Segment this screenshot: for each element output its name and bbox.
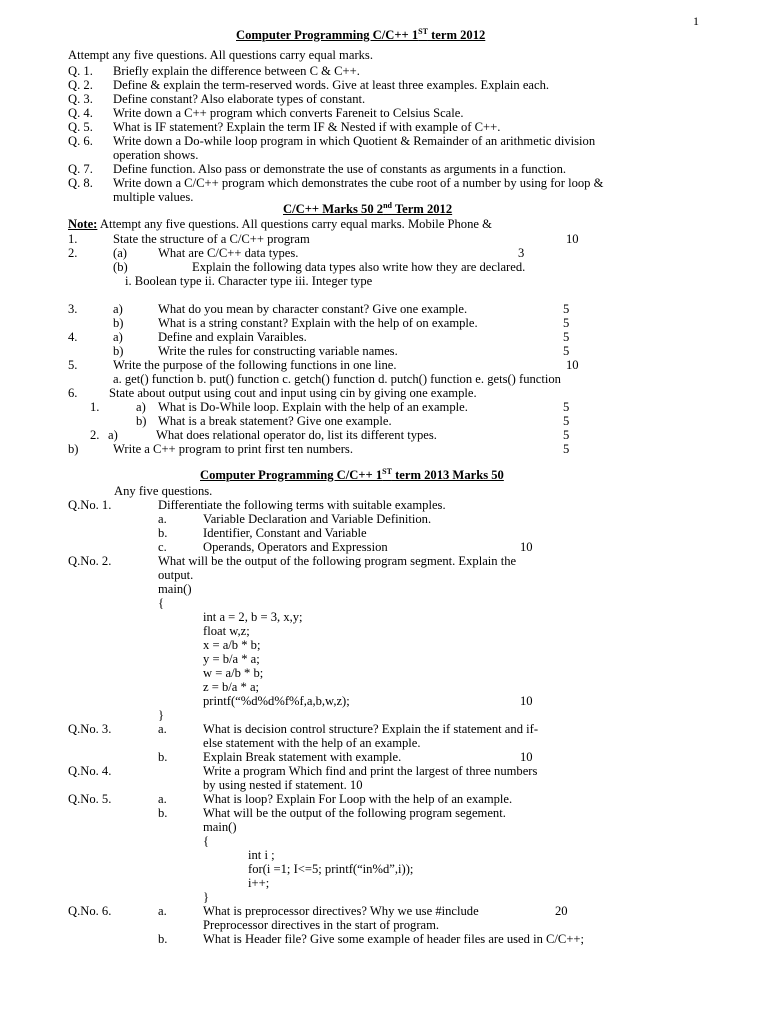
page-number: 1 bbox=[693, 14, 699, 28]
question-number: Q.No. 2. bbox=[68, 554, 112, 568]
question-text: Write down a Do-while loop program in which Quotient & Remainder of an arithmetic division bbox=[113, 134, 596, 148]
question-number: Q.No. 6. bbox=[68, 904, 112, 918]
item-text: Explain the following data types also write how they are declared. bbox=[192, 260, 526, 274]
item-number: 4. bbox=[68, 330, 78, 344]
item-marks: 10 bbox=[566, 232, 579, 246]
question-sub-label: a. bbox=[158, 722, 167, 736]
code-line: y = b/a * a; bbox=[203, 652, 260, 666]
section2-title: C/C++ Marks 50 2nd Term 2012 bbox=[283, 201, 453, 216]
item-number: 3. bbox=[68, 302, 78, 316]
code-line: main() bbox=[158, 582, 192, 596]
item-sub-label: b) bbox=[136, 414, 147, 428]
question-text: Define & explain the term-reserved words. Give at least three examples. Explain each. bbox=[113, 78, 550, 92]
code-line: x = a/b * b; bbox=[203, 638, 261, 652]
item-number: 1. bbox=[68, 232, 78, 246]
question-number: Q. 2. bbox=[68, 78, 93, 92]
item-sub-label: (a) bbox=[113, 246, 127, 260]
item-text: Define and explain Varaibles. bbox=[158, 330, 307, 344]
question-text: Explain Break statement with example. bbox=[203, 750, 402, 764]
code-line: for(i =1; I<=5; printf(“in%d”,i)); bbox=[248, 862, 414, 876]
item-marks: 5 bbox=[563, 414, 570, 428]
item-text: Write the purpose of the following functions in one line. bbox=[113, 358, 397, 372]
question-number: Q. 5. bbox=[68, 120, 93, 134]
question-text: output. bbox=[158, 568, 194, 582]
question-sub-label: b. bbox=[158, 526, 168, 540]
code-line: } bbox=[203, 890, 210, 904]
code-line: printf(“%d%d%f%f,a,b,w,z); bbox=[203, 694, 350, 708]
code-line: by using nested if statement. 10 bbox=[203, 778, 363, 792]
question-number: Q. 6. bbox=[68, 134, 93, 148]
question-text: Identifier, Constant and Variable bbox=[203, 526, 367, 540]
item-sub-label: a) bbox=[113, 302, 123, 316]
item-number: 5. bbox=[68, 358, 78, 372]
question-marks: 10 bbox=[520, 540, 533, 554]
question-text: What will be the output of the following program segement. bbox=[203, 806, 506, 820]
item-text: State about output using cout and input using cin by giving one example. bbox=[109, 386, 477, 400]
question-text: What is preprocessor directives? Why we use #include bbox=[203, 904, 479, 918]
question-sub-label: c. bbox=[158, 540, 167, 554]
question-number: Q.No. 5. bbox=[68, 792, 112, 806]
question-sub-label: b. bbox=[158, 750, 168, 764]
item-text: Write the rules for constructing variable names. bbox=[158, 344, 398, 358]
code-line: w = a/b * b; bbox=[203, 666, 264, 680]
question-number: Q. 1. bbox=[68, 64, 93, 78]
question-number: Q.No. 1. bbox=[68, 498, 112, 512]
item-marks: 5 bbox=[563, 330, 570, 344]
item-number: 2. bbox=[68, 246, 78, 260]
code-line: z = b/a * a; bbox=[203, 680, 260, 694]
section1-intro: Attempt any five questions. All questions carry equal marks. bbox=[68, 48, 373, 62]
question-number: Q. 3. bbox=[68, 92, 93, 106]
question-number: Q.No. 4. bbox=[68, 764, 112, 778]
question-number: Q. 8. bbox=[68, 176, 93, 190]
item-text: a. get() function b. put() function c. getch() function d. putch() function e. gets() function bbox=[113, 372, 561, 386]
question-sub-label: b. bbox=[158, 806, 168, 820]
question-number: Q. 7. bbox=[68, 162, 93, 176]
question-sub-label: b. bbox=[158, 932, 168, 946]
question-text: What is decision control structure? Explain the if statement and if- bbox=[203, 722, 539, 736]
item-sub-label: b) bbox=[113, 344, 124, 358]
question-text: What will be the output of the following program segment. Explain the bbox=[158, 554, 517, 568]
question-marks: 10 bbox=[520, 694, 533, 708]
code-line: int a = 2, b = 3, x,y; bbox=[203, 610, 303, 624]
item-marks: 5 bbox=[563, 302, 570, 316]
question-text: What is IF statement? Explain the term IF & Nested if with example of C++. bbox=[113, 120, 501, 134]
code-line: } bbox=[158, 708, 165, 722]
item-text: What are C/C++ data types. bbox=[158, 246, 299, 260]
item-number: 2. bbox=[90, 428, 100, 442]
item-text: What is a string constant? Explain with the help of on example. bbox=[158, 316, 478, 330]
item-marks: 3 bbox=[518, 246, 525, 260]
question-marks: 10 bbox=[520, 750, 533, 764]
code-line: { bbox=[158, 596, 165, 610]
question-text: What is Header file? Give some example of header files are used in C/C++; bbox=[203, 932, 585, 946]
item-sub-label: (b) bbox=[113, 260, 128, 274]
item-sub-label: a) bbox=[108, 428, 118, 442]
question-sub-label: a. bbox=[158, 512, 167, 526]
question-text: Write down a C/C++ program which demonstrates the cube root of a number by using for loop & bbox=[113, 176, 604, 190]
item-marks: 5 bbox=[563, 400, 570, 414]
code-line: int i ; bbox=[248, 848, 275, 862]
item-sub-label: a) bbox=[136, 400, 146, 414]
section1-title: Computer Programming C/C++ 1ST term 2012 bbox=[236, 27, 486, 42]
code-line: else statement with the help of an example. bbox=[203, 736, 421, 750]
item-marks: 5 bbox=[563, 344, 570, 358]
item-text: State the structure of a C/C++ program bbox=[113, 232, 310, 246]
question-text: What is loop? Explain For Loop with the help of an example. bbox=[203, 792, 513, 806]
item-sub-label: b) bbox=[113, 316, 124, 330]
section3-title: Computer Programming C/C++ 1ST term 2013 Marks 50 bbox=[200, 467, 504, 482]
item-sub-label: a) bbox=[113, 330, 123, 344]
code-line: Write a program Which find and print the largest of three numbers bbox=[203, 764, 538, 778]
question-number: Q. 4. bbox=[68, 106, 93, 120]
section3-intro: Any five questions. bbox=[114, 484, 213, 498]
question-number: Q.No. 3. bbox=[68, 722, 112, 736]
item-marks: 10 bbox=[566, 358, 579, 372]
code-line: i++; bbox=[248, 876, 270, 890]
item-text: What does relational operator do, list its different types. bbox=[156, 428, 437, 442]
question-text: Operands, Operators and Expression bbox=[203, 540, 388, 554]
question-sub-label: a. bbox=[158, 792, 167, 806]
item-number: b) bbox=[68, 442, 79, 456]
code-line: float w,z; bbox=[203, 624, 250, 638]
question-text: Write down a C++ program which converts Fareneit to Celsius Scale. bbox=[113, 106, 464, 120]
question-text: Briefly explain the difference between C & C++. bbox=[113, 64, 360, 78]
question-marks: 20 bbox=[555, 904, 568, 918]
item-text: What is a break statement? Give one example. bbox=[158, 414, 392, 428]
item-text: Write a C++ program to print first ten numbers. bbox=[113, 442, 353, 456]
item-text: What do you mean by character constant? Give one example. bbox=[158, 302, 468, 316]
code-line: { bbox=[203, 834, 210, 848]
question-text-continued: multiple values. bbox=[113, 190, 194, 204]
question-text: Variable Declaration and Variable Definition. bbox=[203, 512, 432, 526]
item-text: What is Do-While loop. Explain with the help of an example. bbox=[158, 400, 468, 414]
question-text: Differentiate the following terms with suitable examples. bbox=[158, 498, 446, 512]
question-text: Define constant? Also elaborate types of constant. bbox=[113, 92, 366, 106]
question-text-continued: operation shows. bbox=[113, 148, 199, 162]
code-line: Preprocessor directives in the start of program. bbox=[203, 918, 440, 932]
item-number: 1. bbox=[90, 400, 100, 414]
code-line: main() bbox=[203, 820, 237, 834]
question-sub-label: a. bbox=[158, 904, 167, 918]
item-marks: 5 bbox=[563, 428, 570, 442]
section2-note: Note: Attempt any five questions. All questions carry equal marks. Mobile Phone & bbox=[68, 217, 492, 231]
item-marks: 5 bbox=[563, 442, 570, 456]
item-text: i. Boolean type ii. Character type iii. Integer type bbox=[125, 274, 373, 288]
item-marks: 5 bbox=[563, 316, 570, 330]
item-number: 6. bbox=[68, 386, 78, 400]
question-text: Define function. Also pass or demonstrate the use of constants as arguments in a function. bbox=[113, 162, 567, 176]
